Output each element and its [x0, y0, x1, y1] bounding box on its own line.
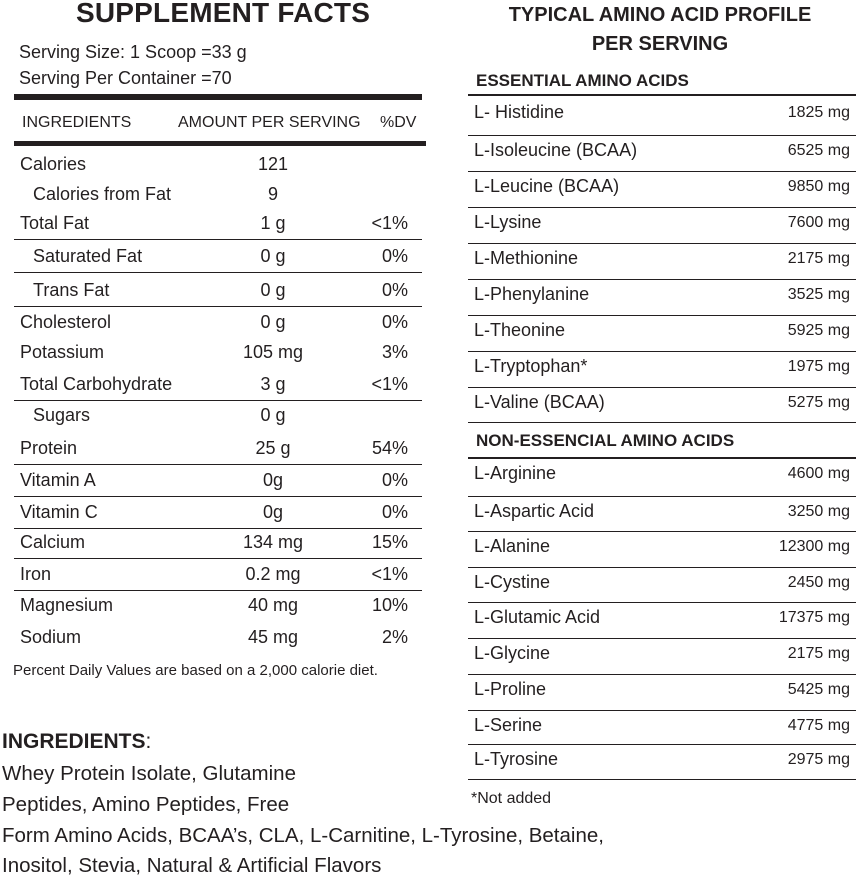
nutrient-amount: 121	[257, 154, 289, 174]
amino-value: 2450 mg	[787, 574, 850, 591]
nutrient-dv: 0%	[381, 246, 408, 266]
amino-value: 2975 mg	[787, 751, 850, 768]
nutrition-row	[14, 306, 422, 338]
amino-name: L-Leucine (BCAA)	[474, 176, 620, 196]
amino-value: 3250 mg	[787, 503, 850, 520]
nutrient-name: Potassium	[20, 342, 105, 362]
nutrient-name: Vitamin C	[20, 502, 98, 522]
nutrient-amount: 0 g	[260, 246, 286, 266]
nutrient-dv: <1%	[371, 374, 408, 394]
ingredients-line: Whey Protein Isolate, Glutamine	[2, 762, 296, 785]
nutrient-dv: 2%	[381, 627, 408, 647]
thick-divider	[14, 94, 422, 100]
nutrient-dv: 0%	[381, 470, 408, 490]
not-added-footnote: *Not added	[471, 790, 552, 807]
nutrition-row	[14, 589, 422, 621]
amino-profile-title-line2: PER SERVING	[591, 33, 729, 55]
amino-row	[468, 136, 856, 172]
amino-value: 7600 mg	[787, 214, 850, 231]
amino-value: 17375 mg	[778, 609, 850, 626]
amino-row	[468, 388, 856, 423]
amino-row	[468, 280, 856, 316]
header-ingredients: INGREDIENTS	[22, 114, 132, 131]
nutrient-dv: <1%	[371, 213, 408, 233]
nutrient-name: Calories from Fat	[33, 184, 172, 204]
amino-row	[468, 316, 856, 352]
header-divider	[14, 141, 426, 146]
nutrient-dv: 10%	[371, 595, 408, 615]
amino-row	[468, 497, 856, 532]
amino-name: L-Alanine	[474, 536, 551, 556]
nutrient-name: Total Carbohydrate	[20, 374, 173, 394]
amino-name: L-Aspartic Acid	[474, 501, 595, 521]
amino-value: 1825 mg	[787, 104, 850, 121]
amino-row	[468, 98, 856, 136]
amino-row	[468, 639, 856, 675]
nutrient-amount: 0 g	[260, 312, 286, 332]
nutrient-name: Trans Fat	[33, 280, 110, 300]
amino-row	[468, 208, 856, 244]
header-dv: %DV	[380, 114, 417, 131]
amino-name: L-Lysine	[474, 212, 542, 232]
amino-name: L-Isoleucine (BCAA)	[474, 140, 638, 160]
nutrient-dv: 0%	[381, 280, 408, 300]
nutrient-name: Sugars	[33, 405, 91, 425]
nutrition-row	[14, 274, 422, 307]
amino-row	[468, 244, 856, 280]
amino-value: 5925 mg	[787, 322, 850, 339]
amino-value: 3525 mg	[787, 286, 850, 303]
ingredients-line: Peptides, Amino Peptides, Free	[2, 793, 290, 816]
amino-row	[468, 745, 856, 780]
essential-section-title: ESSENTIAL AMINO ACIDS	[476, 71, 689, 90]
amino-value: 4775 mg	[787, 717, 850, 734]
amino-value: 5275 mg	[787, 394, 850, 411]
nutrient-name: Sodium	[20, 627, 82, 647]
nutrient-dv: 54%	[371, 438, 408, 458]
nutrient-dv: 0%	[381, 502, 408, 522]
amino-name: L-Theonine	[474, 320, 566, 340]
amino-value: 12300 mg	[778, 538, 850, 555]
amino-value: 5425 mg	[787, 681, 850, 698]
amino-row	[468, 352, 856, 388]
nutrient-amount: 0.2 mg	[245, 564, 301, 584]
nutrient-amount: 0 g	[260, 405, 286, 425]
amino-value: 9850 mg	[787, 178, 850, 195]
nutrition-row	[14, 207, 422, 240]
amino-value: 6525 mg	[787, 142, 850, 159]
nutrient-amount: 1 g	[260, 213, 286, 233]
amino-value: 2175 mg	[787, 250, 850, 267]
nutrient-name: Cholesterol	[20, 312, 112, 332]
supplement-facts-title: SUPPLEMENT FACTS	[76, 0, 371, 28]
header-amount: AMOUNT PER SERVING	[178, 114, 361, 131]
ingredients-line: Inositol, Stevia, Natural & Artificial Flavors	[2, 854, 382, 877]
nutrient-name: Magnesium	[20, 595, 114, 615]
nutrient-name: Total Fat	[20, 213, 90, 233]
nutrient-name: Calcium	[20, 532, 86, 552]
amino-value: 2175 mg	[787, 645, 850, 662]
nutrition-row	[14, 558, 422, 591]
nutrition-row	[14, 148, 422, 180]
nutrient-dv: 0%	[381, 312, 408, 332]
nutrition-row	[14, 336, 422, 368]
nutrient-amount: 105 mg	[242, 342, 304, 362]
amino-row	[468, 532, 856, 568]
nutrient-amount: 0g	[262, 502, 284, 522]
serving-size: Serving Size: 1 Scoop =33 g	[19, 42, 247, 62]
ingredients-title-text: INGREDIENTS	[2, 730, 146, 753]
nutrient-name: Calories	[20, 154, 87, 174]
amino-name: L-Glutamic Acid	[474, 607, 601, 627]
ingredients-line: Form Amino Acids, BCAA’s, CLA, L-Carnitine, L-Tyrosine, Betaine,	[2, 824, 604, 847]
amino-name: L- Histidine	[474, 102, 565, 122]
nutrient-name: Vitamin A	[20, 470, 96, 490]
nutrient-amount: 45 mg	[247, 627, 299, 647]
nutrition-row	[14, 621, 422, 653]
amino-name: L-Tyrosine	[474, 749, 559, 769]
servings-per-container: Serving Per Container =70	[19, 68, 232, 88]
nutrient-name: Saturated Fat	[33, 246, 143, 266]
nutrient-amount: 134 mg	[242, 532, 304, 552]
amino-name: L-Serine	[474, 715, 543, 735]
nutrition-row	[14, 399, 422, 431]
amino-row	[468, 603, 856, 639]
nutrient-dv: <1%	[371, 564, 408, 584]
nutrient-amount: 25 g	[255, 438, 291, 458]
amino-row	[468, 459, 856, 497]
nutrition-row	[14, 368, 422, 401]
amino-row	[468, 711, 856, 745]
nutrient-dv: 15%	[371, 532, 408, 552]
amino-name: L-Tryptophan*	[474, 356, 588, 376]
nutrition-row	[14, 432, 422, 465]
nutrition-row	[14, 526, 422, 559]
amino-profile-title-line1: TYPICAL AMINO ACID PROFILE	[508, 4, 812, 26]
amino-name: L-Cystine	[474, 572, 551, 592]
amino-name: L-Arginine	[474, 463, 557, 483]
amino-name: L-Methionine	[474, 248, 579, 268]
essential-divider	[468, 94, 856, 96]
nutrient-amount: 9	[267, 184, 278, 204]
non-essential-section-title: NON-ESSENCIAL AMINO ACIDS	[476, 431, 735, 450]
nutrient-name: Iron	[20, 564, 52, 584]
nutrient-dv: 3%	[381, 342, 408, 362]
amino-row	[468, 172, 856, 208]
amino-value: 1975 mg	[787, 358, 850, 375]
nutrient-amount: 0g	[262, 470, 284, 490]
daily-value-footnote: Percent Daily Values are based on a 2,000 calorie diet.	[13, 662, 378, 679]
nutrient-amount: 40 mg	[247, 595, 299, 615]
nutrition-row	[14, 240, 422, 273]
amino-value: 4600 mg	[787, 465, 850, 482]
amino-name: L-Glycine	[474, 643, 551, 663]
amino-name: L-Proline	[474, 679, 547, 699]
nutrient-name: Protein	[20, 438, 78, 458]
nutrition-row	[14, 464, 422, 497]
amino-name: L-Valine (BCAA)	[474, 392, 605, 412]
amino-row	[468, 568, 856, 603]
amino-name: L-Phenylanine	[474, 284, 590, 304]
nutrient-amount: 0 g	[260, 280, 286, 300]
ingredients-title: INGREDIENTS:	[2, 730, 152, 753]
nutrient-amount: 3 g	[260, 374, 286, 394]
amino-row	[468, 675, 856, 711]
nutrition-row	[14, 496, 422, 529]
nutrition-row	[14, 178, 422, 210]
